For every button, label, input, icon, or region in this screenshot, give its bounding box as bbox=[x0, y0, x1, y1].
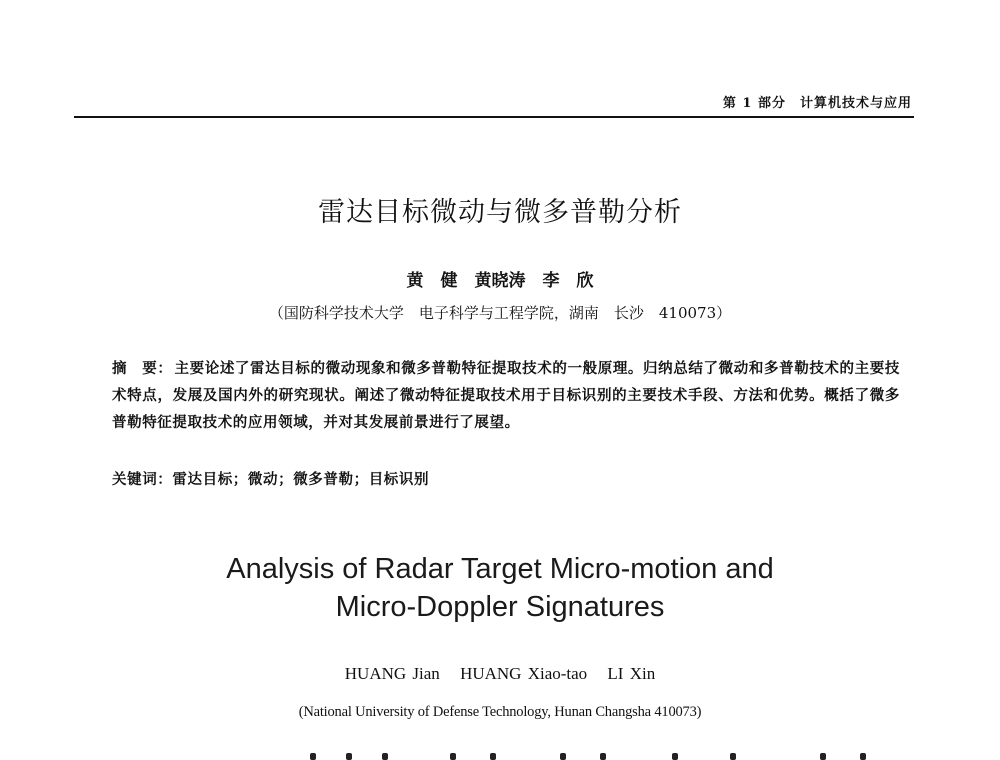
english-author: HUANG Xiao-tao bbox=[460, 664, 588, 683]
chinese-authors: 黄 健 黄晓涛 李 欣 bbox=[406, 271, 594, 291]
keywords-text: 雷达目标；微动；微多普勒；目标识别 bbox=[172, 471, 430, 488]
abstract-label: 摘 要： bbox=[112, 360, 173, 377]
header-rule bbox=[74, 116, 914, 118]
cut-off-text-fragment bbox=[300, 742, 900, 760]
english-title-line-1: Analysis of Radar Target Micro-motion and bbox=[226, 553, 774, 585]
english-affiliation: (National University of Defense Technology, Hunan Changsha 410073) bbox=[298, 704, 702, 720]
chinese-abstract bbox=[112, 355, 900, 436]
english-author: HUANG Jian bbox=[344, 664, 440, 683]
english-author: LI Xin bbox=[607, 664, 656, 683]
english-authors bbox=[0, 664, 1000, 684]
keywords-label: 关键词： bbox=[112, 471, 173, 488]
chinese-keywords bbox=[112, 468, 900, 489]
running-header: 第 1 部分 计算机技术与应用 bbox=[722, 96, 912, 111]
chinese-affiliation: （国防科学技术大学 电子科学与工程学院，湖南 长沙 410073） bbox=[268, 304, 732, 322]
english-title-line-2: Micro-Doppler Signatures bbox=[335, 591, 665, 623]
abstract-text: 主要论述了雷达目标的微动现象和微多普勒特征提取技术的一般原理。归纳总结了微动和多普勒技术的主要技术特点，发展及国内外的研究现状。阐述了微动特征提取技术用于目标识别的主要技术手段、方法和优势。概括了微多普勒特征提取技术的应用领域，并对其发展前景进行了展望。 bbox=[112, 360, 900, 431]
chinese-title: 雷达目标微动与微多普勒分析 bbox=[318, 197, 682, 228]
english-title bbox=[0, 550, 1000, 626]
